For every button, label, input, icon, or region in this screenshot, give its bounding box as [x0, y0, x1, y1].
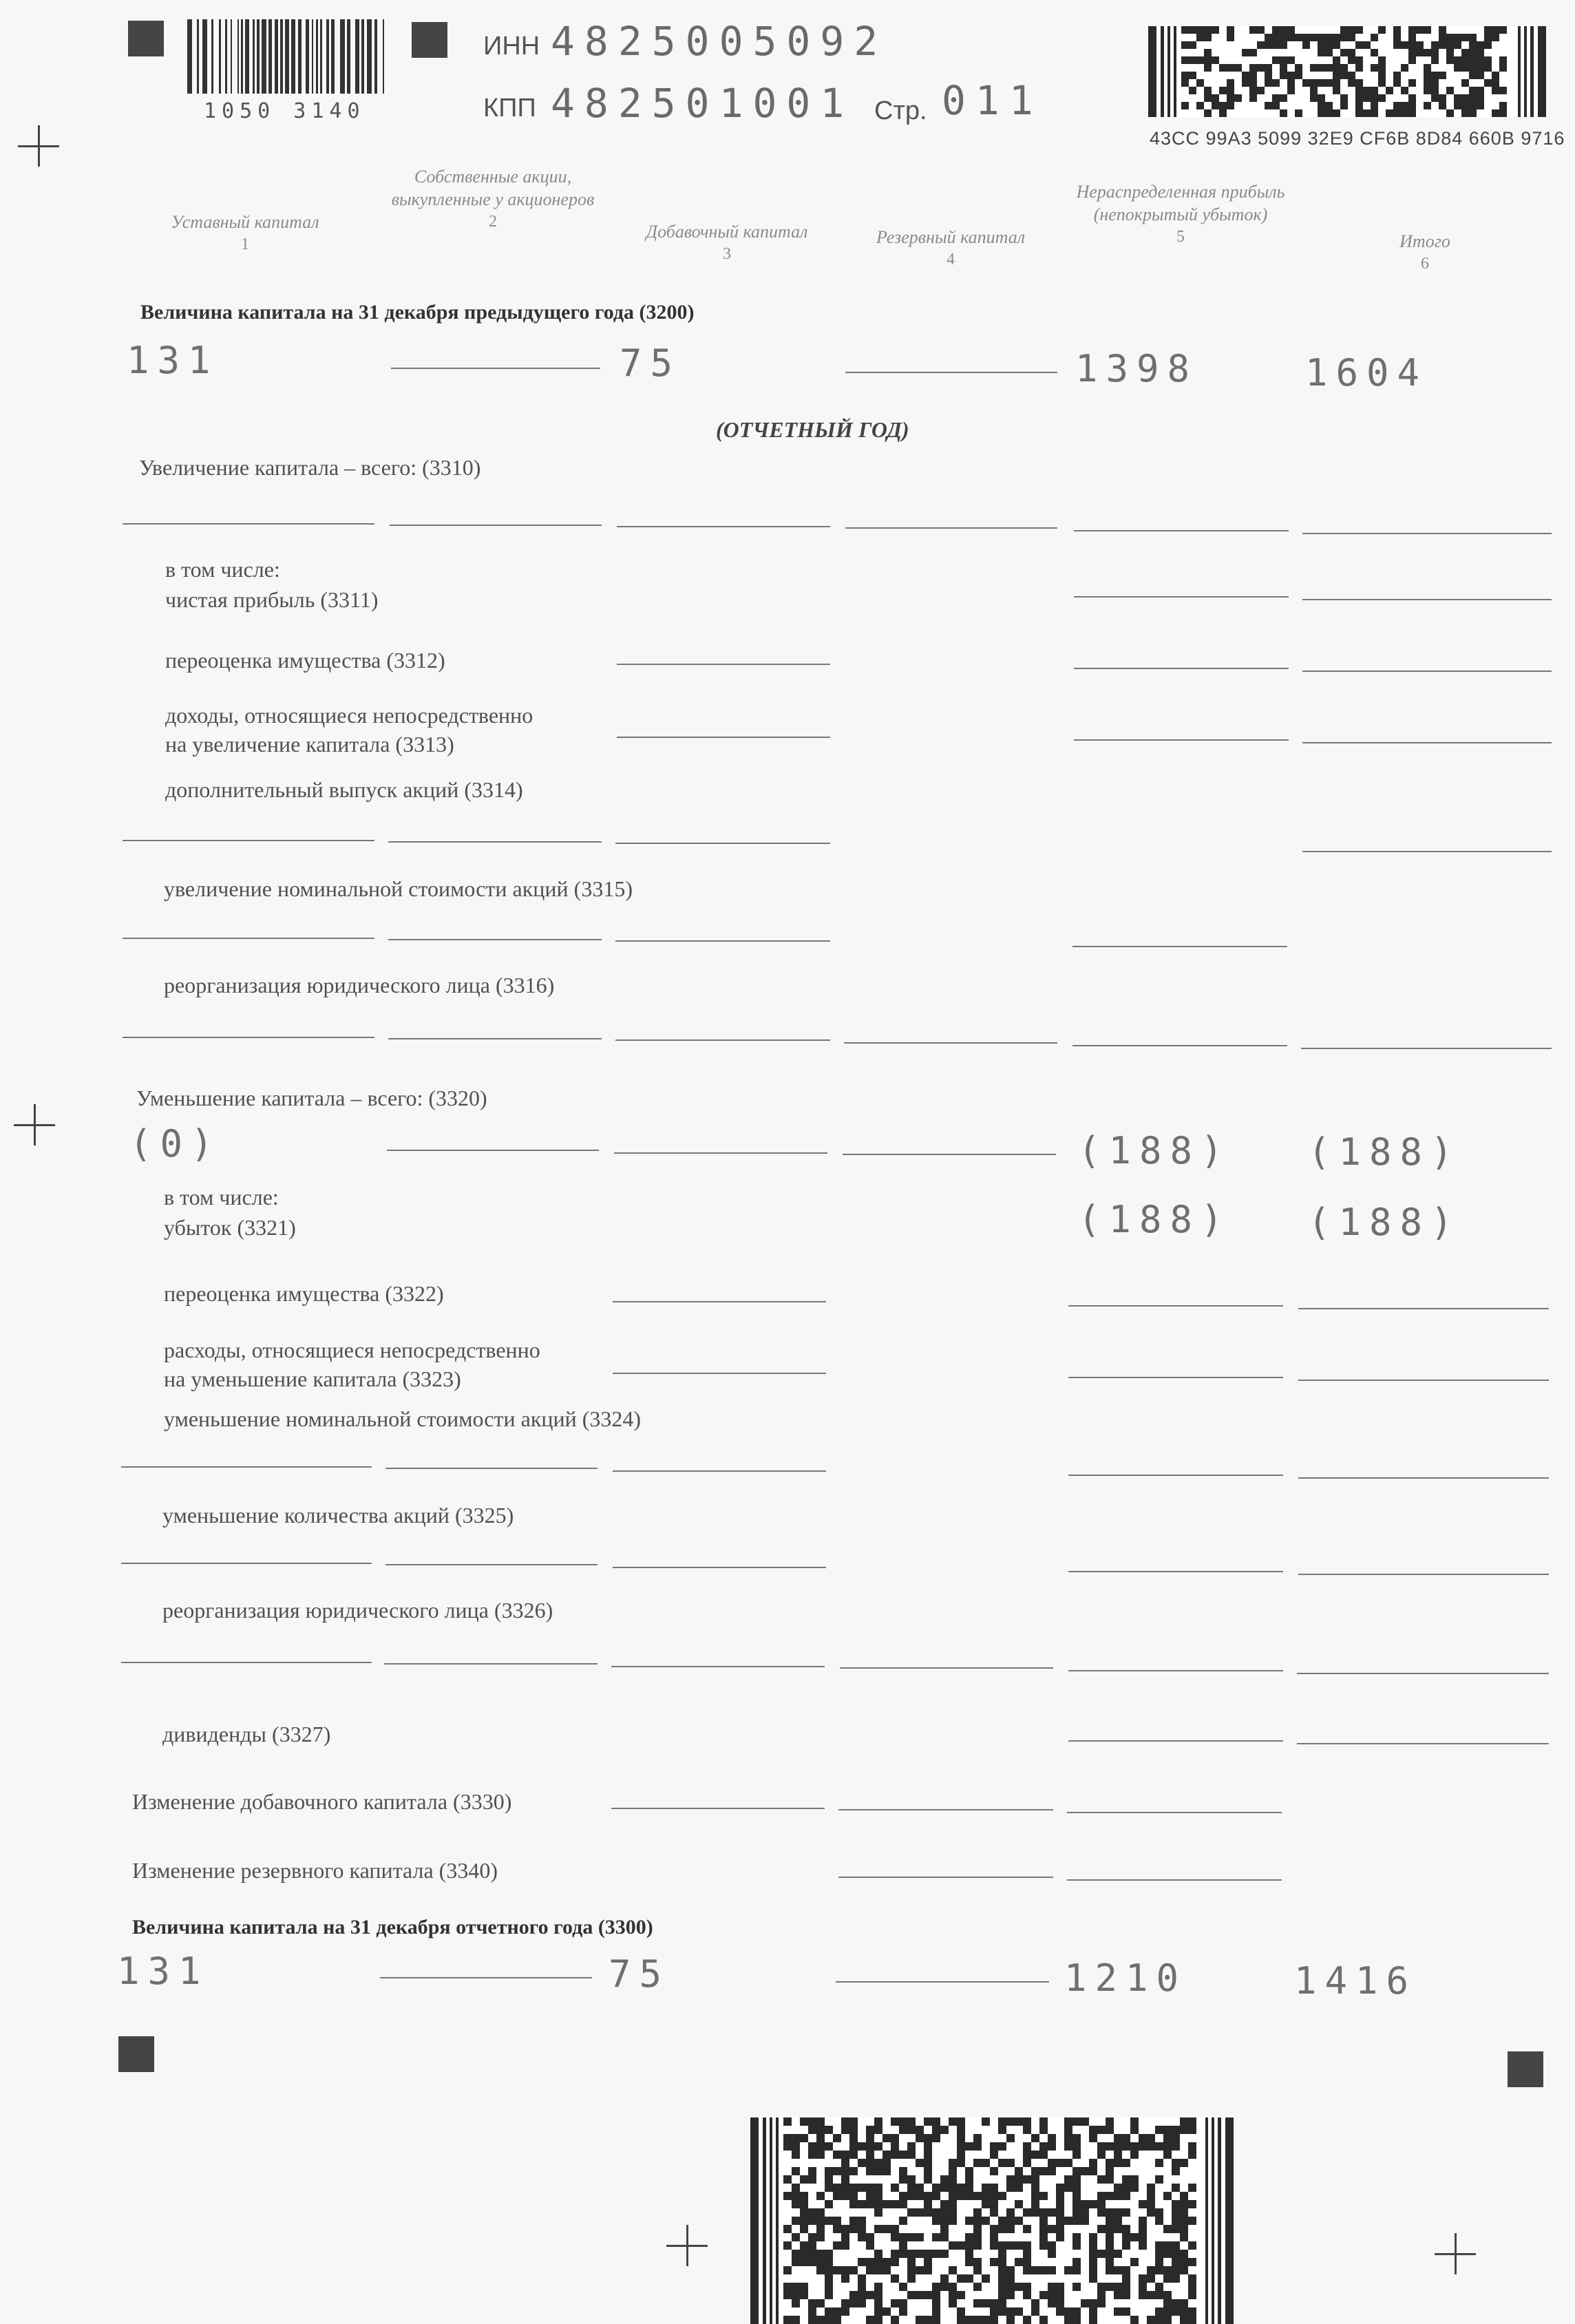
row-3325-col1-dash — [121, 1563, 372, 1564]
row-3340-col4-dash — [838, 1877, 1053, 1878]
row-3314-col6-dash — [1302, 851, 1552, 852]
row-3330-col3-dash — [611, 1808, 825, 1809]
row-3200-col4-dash — [845, 372, 1057, 373]
row-3313-label-line1: доходы, относящиеся непосредственно — [165, 703, 533, 728]
row-3314-col3-dash — [615, 843, 830, 844]
row-3312-col5-dash — [1074, 668, 1289, 669]
row-3310-label: Увеличение капитала – всего: (3310) — [139, 455, 481, 480]
row-3321-prefix: в том числе: — [164, 1185, 279, 1209]
row-3324-label: уменьшение номинальной стоимости акций (3324) — [164, 1406, 642, 1431]
row-3315-label: увеличение номинальной стоимости акций (3315) — [164, 876, 633, 901]
row-3340-col5-dash — [1067, 1879, 1282, 1881]
row-3200-label: Величина капитала на 31 декабря предыдущего года (3200) — [140, 301, 695, 324]
row-3313-label-line2: на увеличение капитала (3313) — [165, 732, 454, 757]
row-3311-prefix: в том числе: — [165, 557, 280, 582]
column-header-5: Нераспределенная прибыль (непокрытый убыток) 5 — [1076, 182, 1285, 246]
row-3326-col4-dash — [840, 1667, 1053, 1669]
row-3300-col5-value: 1210 — [1064, 1956, 1187, 2000]
inn-label: ИНН — [483, 32, 540, 61]
row-3323-col5-dash — [1068, 1377, 1283, 1378]
row-3310-col1-dash — [123, 523, 374, 525]
row-3320-col5-value: (188) — [1078, 1129, 1232, 1172]
row-3300-label: Величина капитала на 31 декабря отчетного года (3300) — [132, 1916, 653, 1939]
row-3321-label: убыток (3321) — [164, 1215, 296, 1240]
pdf417-barcode-icon — [750, 2117, 1234, 2324]
row-3200-col1-value: 131 — [127, 339, 219, 382]
row-3322-col3-dash — [613, 1301, 826, 1302]
row-3300-col4-dash — [836, 1981, 1049, 1983]
row-3324-col1-dash — [121, 1466, 372, 1468]
row-3316-col4-dash — [844, 1042, 1057, 1044]
row-3322-col5-dash — [1068, 1305, 1283, 1307]
alignment-marker-top-left — [128, 21, 164, 56]
row-3314-label: дополнительный выпуск акций (3314) — [165, 777, 523, 802]
row-3340-label: Изменение резервного капитала (3340) — [132, 1858, 498, 1883]
row-3300-col2-dash — [380, 1977, 592, 1978]
row-3321-col5-value: (188) — [1078, 1198, 1232, 1241]
row-3324-col3-dash — [613, 1470, 826, 1472]
row-3312-label: переоценка имущества (3312) — [165, 648, 445, 673]
row-3311-col5-dash — [1074, 596, 1289, 598]
registration-cross-icon — [14, 1104, 55, 1145]
barcode-number: 1050 3140 — [204, 99, 366, 123]
reporting-year-title: (ОТЧЕТНЫЙ ГОД) — [716, 417, 909, 442]
row-3315-col1-dash — [123, 938, 374, 939]
row-3310-col6-dash — [1302, 533, 1552, 534]
row-3322-col6-dash — [1298, 1308, 1549, 1309]
row-3200-col5-value: 1398 — [1075, 347, 1198, 390]
alignment-marker-top-center — [412, 22, 447, 58]
row-3324-col6-dash — [1298, 1477, 1549, 1479]
row-3320-col1-value: (0) — [129, 1122, 222, 1165]
row-3320-col2-dash — [387, 1150, 599, 1151]
row-3323-col6-dash — [1298, 1380, 1549, 1381]
row-3313-col3-dash — [617, 737, 830, 738]
row-3200-col3-value: 75 — [620, 341, 681, 385]
row-3314-col1-dash — [123, 840, 374, 841]
page-value: 011 — [942, 77, 1043, 124]
row-3312-col3-dash — [617, 664, 830, 665]
row-3316-col2-dash — [388, 1038, 602, 1039]
pdf417-barcode-icon — [1148, 26, 1546, 117]
row-3310-col5-dash — [1074, 530, 1289, 531]
row-3330-col5-dash — [1067, 1812, 1282, 1813]
row-3313-col6-dash — [1302, 742, 1552, 743]
row-3320-col6-value: (188) — [1308, 1130, 1461, 1174]
row-3325-col6-dash — [1298, 1574, 1549, 1575]
registration-cross-icon — [1435, 2233, 1476, 2274]
column-header-3: Добавочный капитал 3 — [646, 222, 808, 263]
row-3200-col6-value: 1604 — [1305, 351, 1428, 394]
row-3300-col6-value: 1416 — [1294, 1959, 1417, 2003]
row-3313-col5-dash — [1074, 739, 1289, 741]
column-header-2: Собственные акции, выкупленные у акционеров 2 — [391, 167, 595, 231]
row-3327-col6-dash — [1297, 1743, 1549, 1744]
row-3316-col5-dash — [1072, 1045, 1287, 1046]
row-3327-label: дивиденды (3327) — [162, 1722, 331, 1746]
row-3321-col6-value: (188) — [1308, 1201, 1461, 1244]
column-header-1: Уставный капитал 1 — [171, 212, 319, 253]
registration-cross-icon — [666, 2225, 708, 2266]
inn-value: 4825005092 — [551, 18, 888, 65]
row-3316-col1-dash — [123, 1037, 374, 1038]
barcode-icon — [187, 19, 387, 94]
row-3310-col3-dash — [617, 526, 830, 527]
row-3315-col5-dash — [1072, 946, 1287, 947]
row-3315-col3-dash — [615, 940, 830, 942]
row-3326-col1-dash — [121, 1662, 372, 1663]
document-code: 43CC 99A3 5099 32E9 CF6B 8D84 660B 9716 — [1150, 128, 1565, 149]
row-3325-col3-dash — [613, 1567, 826, 1568]
row-3326-label: реорганизация юридического лица (3326) — [162, 1598, 553, 1623]
row-3324-col2-dash — [385, 1468, 598, 1469]
row-3300-col3-value: 75 — [609, 1952, 670, 1996]
row-3326-col2-dash — [384, 1663, 598, 1665]
row-3320-col4-dash — [843, 1154, 1056, 1155]
row-3326-col6-dash — [1297, 1673, 1549, 1674]
row-3325-label: уменьшение количества акций (3325) — [162, 1503, 514, 1528]
row-3311-label: чистая прибыль (3311) — [165, 587, 379, 612]
row-3325-col2-dash — [385, 1564, 598, 1565]
row-3326-col5-dash — [1068, 1670, 1283, 1671]
row-3200-col2-dash — [391, 368, 600, 369]
row-3326-col3-dash — [611, 1666, 825, 1667]
column-header-4: Резервный капитал 4 — [876, 227, 1026, 268]
row-3323-label-line1: расходы, относящиеся непосредственно — [164, 1338, 540, 1362]
row-3315-col2-dash — [388, 939, 602, 940]
row-3311-col6-dash — [1302, 599, 1552, 600]
row-3324-col5-dash — [1068, 1475, 1283, 1476]
row-3316-col6-dash — [1301, 1048, 1552, 1049]
row-3327-col5-dash — [1068, 1740, 1283, 1742]
row-3316-col3-dash — [615, 1039, 830, 1041]
kpp-value: 482501001 — [551, 80, 854, 127]
alignment-marker-bottom-right — [1508, 2051, 1543, 2087]
alignment-marker-bottom-left — [118, 2036, 154, 2072]
registration-cross-icon — [18, 125, 59, 167]
row-3300-col1-value: 131 — [117, 1950, 209, 1993]
row-3310-col4-dash — [845, 527, 1057, 529]
row-3320-col3-dash — [614, 1152, 827, 1154]
row-3323-label-line2: на уменьшение капитала (3323) — [164, 1366, 461, 1391]
row-3322-label: переоценка имущества (3322) — [164, 1281, 444, 1306]
row-3323-col3-dash — [613, 1373, 826, 1374]
row-3330-col4-dash — [838, 1809, 1053, 1810]
row-3330-label: Изменение добавочного капитала (3330) — [132, 1789, 512, 1814]
page-label: Стр. — [874, 96, 927, 125]
row-3325-col5-dash — [1068, 1571, 1283, 1572]
column-header-6: Итого 6 — [1399, 231, 1450, 273]
row-3314-col2-dash — [388, 841, 602, 843]
row-3310-col2-dash — [390, 525, 602, 526]
row-3316-label: реорганизация юридического лица (3316) — [164, 973, 555, 997]
kpp-label: КПП — [483, 94, 536, 123]
row-3320-label: Уменьшение капитала – всего: (3320) — [136, 1086, 487, 1110]
row-3312-col6-dash — [1302, 670, 1552, 672]
